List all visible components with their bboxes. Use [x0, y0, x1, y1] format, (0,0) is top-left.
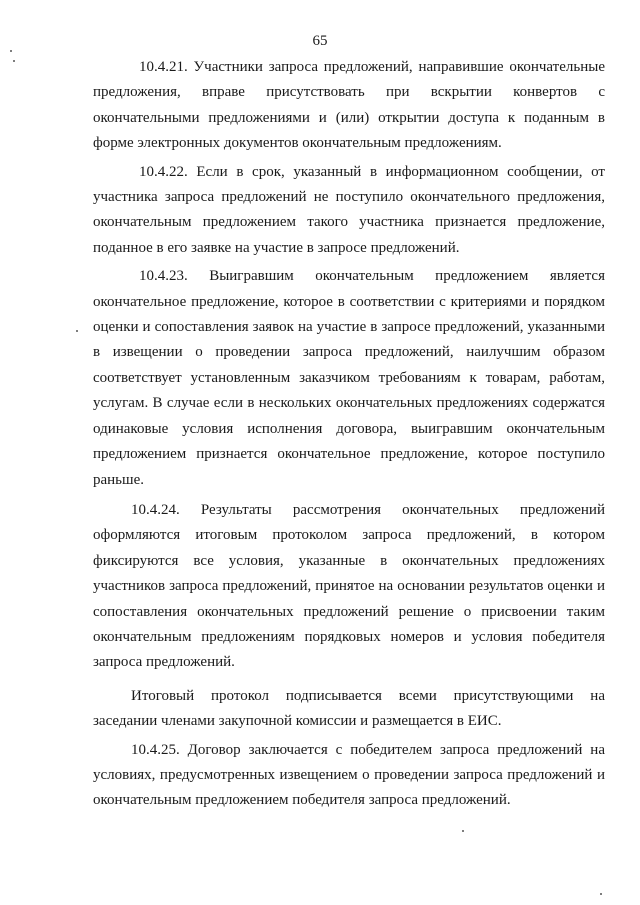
- page-number: 65: [312, 33, 328, 49]
- scan-speck: [462, 830, 464, 832]
- paragraph-final-protocol: Итоговый протокол подписывается всеми присутствующими на заседании членами закупочной комиссии и размещается в ЕИС.: [93, 687, 605, 730]
- paragraph-10-4-24: 10.4.24. Результаты рассмотрения окончательных предложений оформляются итоговым протоколом запроса предложений, в котором фиксируются все условия, указанные в окончательных предложениях участников запроса предложений, принятое на основании результатов оценки и сопоставления окончательных предложений решение о присвоении таким окончательным предложениям порядковых номеров и условия победителя запроса предложений.: [93, 501, 605, 671]
- paragraph-10-4-23: 10.4.23. Выигравшим окончательным предложением является окончательное предложение, которое в соответствии с критериями и порядком оценки и сопоставления заявок на участие в запросе предложений, указанными в извещении о проведении запроса предложений, наилучшим образом соответствует установленным заказчиком требованиям к товарам, работам, услугам. В случае если в нескольких окончательных предложениях содержатся одинаковые условия исполнения договора, выигравшим окончательным предложением признается окончательное предложение, которое поступило раньше.: [93, 268, 605, 488]
- scan-speck: [76, 330, 78, 332]
- scan-speck: [10, 50, 12, 52]
- paragraph-10-4-22: 10.4.22. Если в срок, указанный в информационном сообщении, от участника запроса предложений не поступило окончательного предложения, окончательным предложением такого участника признается предложение, поданное в его заявке на участие в запросе предложений.: [93, 163, 605, 256]
- scan-speck: [13, 60, 15, 62]
- document-body: [93, 55, 605, 817]
- paragraph-10-4-21: 10.4.21. Участники запроса предложений, направившие окончательные предложения, вправе присутствовать при вскрытии конвертов с окончательными предложениями и (или) открытии доступа к поданным в форме электронных документов окончательным предложениям.: [93, 59, 605, 152]
- paragraph-10-4-25: 10.4.25. Договор заключается с победителем запроса предложений на условиях, предусмотренных извещением о проведении запроса предложений и окончательным предложением победителя запроса предложений.: [93, 741, 605, 809]
- scan-speck: [600, 893, 602, 895]
